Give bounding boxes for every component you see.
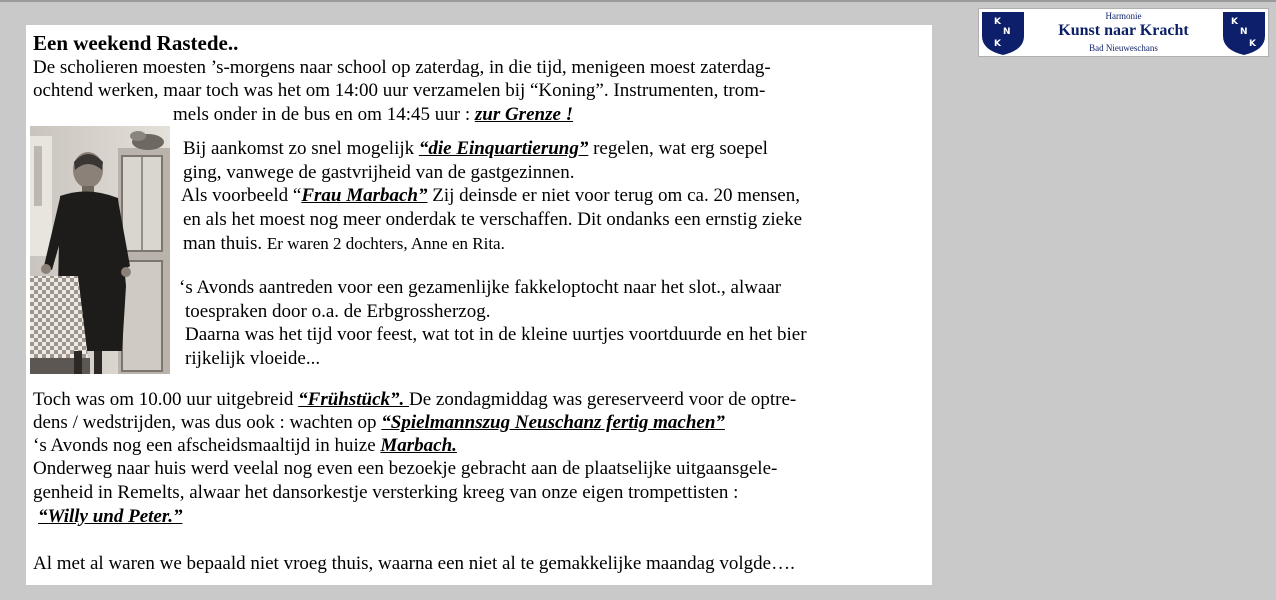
paragraph-2-line-1 <box>183 138 768 160</box>
link-spielmannszug[interactable]: “Spielmannszug Neuschanz fertig machen” <box>381 412 725 433</box>
paragraph-4-line-1-b: De zondagmiddag was gereserveerd voor de optre- <box>409 389 797 410</box>
paragraph-3-line-2: toespraken door o.a. de Erbgrossherzog. <box>185 301 491 322</box>
shield-right-letter-1: K <box>1231 17 1238 27</box>
link-marbach[interactable]: Marbach. <box>380 435 457 456</box>
paragraph-1-line-3 <box>173 104 573 126</box>
paragraph-2-line-5 <box>183 233 505 255</box>
paragraph-1-line-3-text: mels onder in de bus en om 14:45 uur : <box>173 104 475 125</box>
shield-icon-right <box>1222 10 1266 56</box>
paragraph-2-line-3-b: Zij deinsde er niet voor terug om ca. 20 mensen, <box>427 185 800 206</box>
paragraph-4-line-3-a: ‘s Avonds nog een afscheidsmaaltijd in huize <box>33 435 381 456</box>
paragraph-3-line-1: ‘s Avonds aantreden voor een gezamenlijke fakkeloptocht naar het slot., alwaar <box>179 277 782 298</box>
shield-right-letter-3: K <box>1249 39 1256 49</box>
paragraph-4-line-2-a: dens / wedstrijden, was dus ook : wachten op <box>33 412 382 433</box>
paragraph-4-line-4: Onderweg naar huis werd veelal nog even een bezoekje gebracht aan de plaatselijke uitgaansgele- <box>33 458 778 479</box>
paragraph-2-line-5-a: man thuis. <box>183 233 267 254</box>
paragraph-2-line-3-a: Als voorbeeld “ <box>181 185 302 206</box>
shield-icon-left <box>981 10 1025 56</box>
logo-main-text: Kunst naar Kracht <box>1058 22 1189 39</box>
paragraph-1-line-1: De scholieren moesten ’s-morgens naar school op zaterdag, in die tijd, menigeen moest zaterdag- <box>33 57 771 78</box>
link-willy-und-peter[interactable]: “Willy und Peter.” <box>38 506 183 527</box>
shield-left-letter-1: K <box>994 17 1001 27</box>
link-die-einquartierung[interactable]: “die Einquartierung” <box>418 138 589 159</box>
paragraph-2-line-3 <box>181 185 800 207</box>
link-zur-grenze[interactable]: zur Grenze ! <box>474 104 574 125</box>
shield-left-letter-3: K <box>994 39 1001 49</box>
logo-top-text: Harmonie <box>1105 11 1142 21</box>
paragraph-2-line-5-b: Er waren 2 dochters, Anne en Rita. <box>266 234 505 253</box>
paragraph-4-line-1 <box>33 389 796 411</box>
paragraph-3-line-3: Daarna was het tijd voor feest, wat tot in de kleine uurtjes voortduurde en het bier <box>185 324 807 345</box>
paragraph-2-line-1-a: Bij aankomst zo snel mogelijk <box>183 138 419 159</box>
shield-left-letter-2: N <box>1003 27 1011 37</box>
paragraph-4-line-6 <box>38 506 182 528</box>
logo-sub-text: Bad Nieuweschans <box>1089 43 1158 53</box>
top-border <box>0 0 1276 2</box>
paragraph-2-line-1-b: regelen, wat erg soepel <box>588 138 768 159</box>
photo-frau-marbach <box>30 126 170 374</box>
paragraph-4-line-1-a: Toch was om 10.00 uur uitgebreid <box>33 389 299 410</box>
article-title: Een weekend Rastede.. <box>33 31 239 55</box>
shield-right-letter-2: N <box>1240 27 1248 37</box>
paragraph-4-line-3 <box>33 435 457 457</box>
article-page <box>26 25 932 585</box>
photo-image <box>30 126 170 374</box>
paragraph-4-line-2 <box>33 412 725 434</box>
link-fruehstueck[interactable]: “Frühstück”. <box>298 389 410 410</box>
paragraph-4-line-5: genheid in Remelts, alwaar het dansorkestje versterking kreeg van onze eigen trompettisten : <box>33 482 739 503</box>
paragraph-2-line-2: ging, vanwege de gastvrijheid van de gastgezinnen. <box>183 162 575 183</box>
paragraph-5-line-1: Al met al waren we bepaald niet vroeg thuis, waarna een niet al te gemakkelijke maandag volgde…. <box>33 553 795 574</box>
link-frau-marbach[interactable]: Frau Marbach” <box>301 185 428 206</box>
paragraph-1-line-2: ochtend werken, maar toch was het om 14:00 uur verzamelen bij “Koning”. Instrumenten, trom- <box>33 80 766 101</box>
paragraph-2-line-4: en als het moest nog meer onderdak te verschaffen. Dit ondanks een ernstig zieke <box>183 209 803 230</box>
harmonie-logo[interactable] <box>978 8 1269 57</box>
paragraph-3-line-4: rijkelijk vloeide... <box>185 348 321 369</box>
